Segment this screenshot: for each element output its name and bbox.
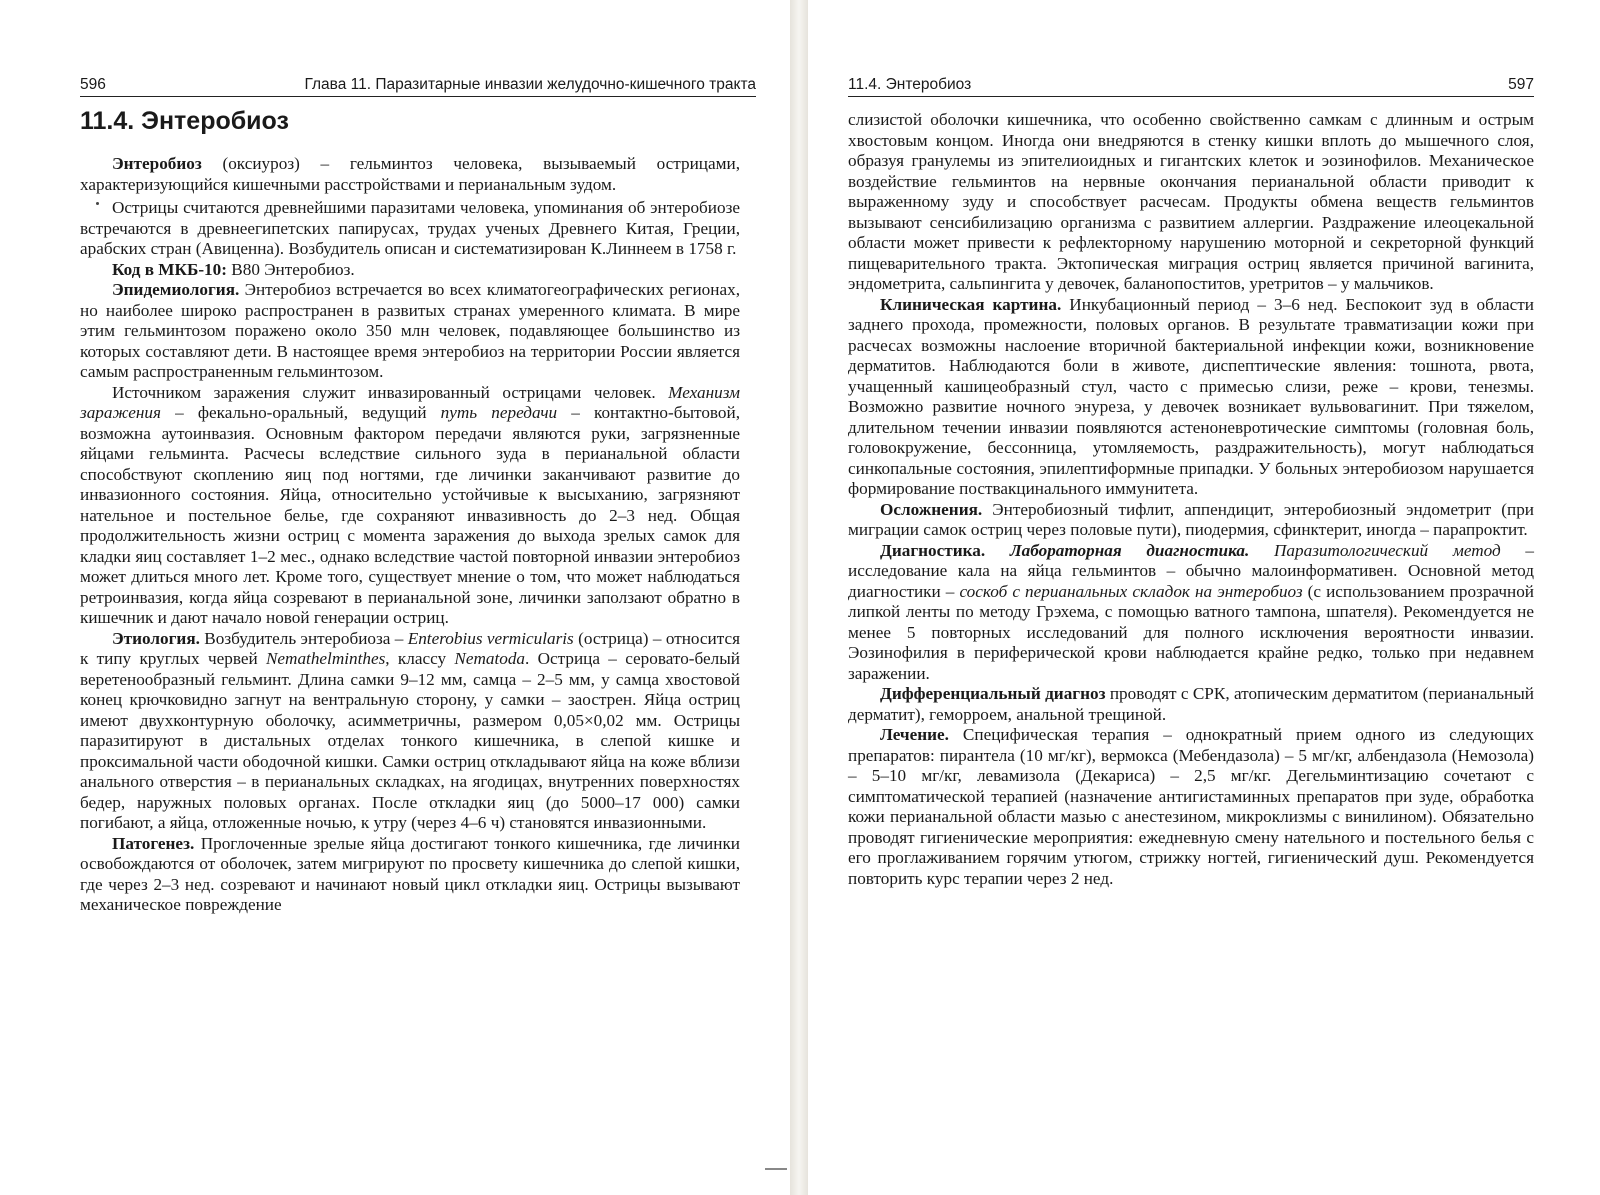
run-in-heading: Клиническая картина.	[880, 294, 1062, 314]
text-run: (с использованием прозрачной липкой ленты по методу Грэхема, с помощью ватного тампона, шпателя). Рекомендуется не менее 5 повторных исследований для полного исключения вероятности инвазии. Эозинофилия в периферической крови наблюдается крайне редко, только при недавнем заражении.	[848, 581, 1535, 683]
run-in-heading: Код в МКБ-10:	[112, 259, 227, 279]
text-run: Острицы считаются древнейшими паразитами человека, упоминания об энтеробиозе встречаются в древнеегипетских папирусах, трудах ученых Древнего Китая, Греции, арабских стран (Авиценна). Возбудитель описан и систематизирован К.Линнеем в 1758 г.	[80, 198, 740, 258]
bold-italic-term: Лабораторная диагностика.	[1009, 540, 1250, 560]
text-run: слизистой оболочки кишечника, что особенно свойственно самкам с длинным и острым хвостовым концом. Иногда они внедряются в стенку кишки вплоть до мышечного слоя, образуя гранулемы из эпителиоидных и гигантских клеток и эозинофилов. Механическое воздействие гельминтов на нервные окончания перианальной области приводит к выраженному зуду и способствует расчесам. Продукты обмена веществ гельминтов вызывают сенсибилизацию организма с развитием аллергии. Раздражение илеоцекальной области может привести к рефлекторному нарушению моторной и секреторной функций пищеварительного тракта. Эктопическая миграция остриц является причиной вагинита, эндометрита, сальпингита у девочек, баланопоститов, уретритов – у мальчиков.	[848, 110, 1534, 293]
italic-term: Nemathelminthes	[265, 649, 386, 668]
text-run: (острица) – относится к типу круглых червей	[80, 628, 741, 668]
paragraph	[848, 725, 1534, 889]
text-run: – исследование кала на яйца гельминтов – обычно малоинформативен. Основной метод диагностики –	[848, 540, 1535, 601]
text-run: Проглоченные зрелые яйца достигают тонкого кишечника, где личинки освобождаются от оболочек, затем мигрируют по просвету кишечника до слепой кишки, где через 2–3 нед. созревают и начинают новый цикл откладки яиц. Острицы вызывают механическое повреждение	[80, 833, 740, 914]
paragraph	[80, 834, 740, 916]
run-in-heading: Дифференциальный диагноз	[880, 684, 1106, 703]
run-in-heading: Этиология.	[112, 628, 200, 648]
text-run: . Острица – серовато-белый веретенообразный гельминт. Длина самки 9–12 мм, самца – 2–5 мм, у самца хвостовой конец крючковидно загнут на вентральную сторону, у самки – заострен. Яйца остриц имеют двухконтурную оболочку, асимметричны, размером 0,05×0,02 мм. Острицы паразитируют в дистальных отделах тонкого кишечника, в слепой кишке и проксимальной части ободочной кишки. Самки остриц откладывают яйца на коже вблизи анального отверстия – в перианальных складках, на ягодицах, внутренних поверхностях бедер, наружных половых органах. После откладки яиц (до 5000–17 000) самки погибают, а яйца, отложенные ночью, к утру (через 4–6 ч) становятся инвазионными.	[80, 649, 740, 832]
left-text-column	[80, 154, 740, 916]
right-page	[808, 0, 1600, 1195]
text-run	[985, 541, 1010, 560]
text-run: – фекально-оральный, ведущий	[161, 403, 441, 422]
paragraph	[80, 198, 740, 260]
paragraph	[80, 280, 740, 383]
text-run: Энтеробиоз встречается во всех климатогеографических регионах, но наиболее широко распространен в развитых странах умеренного климата. В мире этим гельминтозом поражено около 350 млн человек, подавляющее большинство из которых составляют дети. В настоящее время энтеробиоз на территории России является самым распространенным гельминтозом.	[80, 280, 740, 381]
running-title: 11.4. Энтеробиоз	[848, 76, 972, 93]
text-run: , классу	[385, 649, 455, 668]
section-title: 11.4. Энтеробиоз	[80, 107, 289, 135]
italic-term: Паразитологический метод	[1274, 540, 1501, 560]
italic-term: соскоб с перианальных складок на энтеробиоз	[959, 581, 1303, 601]
run-in-heading: Энтеробиоз	[112, 154, 202, 173]
page-number: 596	[80, 76, 106, 93]
book-gutter	[790, 0, 808, 1195]
paragraph	[80, 629, 740, 834]
running-head-right	[848, 74, 1534, 97]
paragraph	[80, 154, 740, 195]
text-run: Энтеробиозный тифлит, аппендицит, энтеробиозный эндометрит (при миграции самок остриц через половые пути), пиодермия, сфинктерит, иногда – парапроктит.	[848, 499, 1534, 539]
run-in-heading: Эпидемиология.	[112, 280, 240, 299]
text-run: – контактно-бытовой, возможна аутоинвазия. Основным фактором передачи являются руки, загрязненные яйцами гельминта. Расчесы вследствие сильного зуда в перианальной области способствуют скоплению яиц под ногтями, где личинки заканчивают развитие до инвазионного состояния. Яйца, относительно устойчивые к высыханию, загрязняют нательное и постельное белье, где сохраняют инвазивность до 2–3 нед. Общая продолжительность жизни остриц с момента заражения до выхода зрелых самок для кладки яиц составляет 1–2 мес., однако вследствие частой повторной инвазии энтеробиоз может длиться много лет. Кроме того, существует мнение о том, что может наблюдаться ретроинвазия, когда яйца созревают в перианальной зоне, личинки заползают обратно в кишечник и дают начало новой генерации остриц.	[80, 403, 740, 627]
left-page	[0, 0, 790, 1195]
run-in-heading: Патогенез.	[112, 833, 195, 853]
run-in-heading: Диагностика.	[880, 540, 986, 560]
italic-term: Механизм заражения	[80, 382, 740, 422]
text-run: Инкубационный период – 3–6 нед. Беспокоит зуд в области заднего прохода, промежности, половых органов. В результате травматизации кожи при расчесах возможны наслоение вторичной бактериальной инфекции кожи, возникновение дерматитов. Наблюдаются боли в животе, диспептические явления: тошнота, рвота, учащенный кашицеобразный стул, часто с примесью слизи, реже – крови, тенезмы. Возможно развитие ночного энуреза, у девочек возникает вульвовагинит. При тяжелом, длительном течении инвазии появляются астеноневротические симптомы (головная боль, головокружение, бессонница, утомляемость, раздражительность), могут наблюдаться синкопальные состояния, эпилептиформные припадки. У больных энтеробиозом нарушается формирование поствакцинального иммунитета.	[848, 294, 1535, 498]
scan-mark	[765, 1168, 787, 1170]
text-run: Возбудитель энтеробиоза –	[199, 628, 408, 648]
paragraph	[848, 295, 1534, 500]
italic-term: Enterobius vermicularis	[407, 628, 574, 648]
page-number: 597	[1508, 76, 1534, 93]
italic-term: Nematoda	[454, 649, 526, 668]
text-run: (оксиуроз) – гельминтоз человека, вызываемый острицами, характеризующийся кишечными расстройствами и перианальным зудом.	[80, 154, 740, 194]
italic-term: путь передачи	[440, 403, 558, 422]
paragraph	[848, 541, 1534, 685]
running-title: Глава 11. Паразитарные инвазии желудочно-кишечного тракта	[304, 76, 756, 93]
text-run: проводят с СРК, атопическим дерматитом (перианальный дерматит), геморроем, анальной трещиной.	[848, 684, 1534, 724]
text-run: В80 Энтеробиоз.	[226, 259, 355, 279]
paragraph	[848, 500, 1534, 541]
paragraph	[80, 260, 740, 281]
paragraph	[848, 684, 1534, 725]
paragraph	[80, 383, 740, 629]
text-run: Специфическая терапия – однократный прием одного из следующих препаратов: пирантела (10 мг/кг), вермокса (Мебендазола) – 5 мг/кг, албендазола (Немозола) – 5–10 мг/кг, левамизола (Декариса) – 2,5 мг/кг. Дегельминтизацию сочетают с симптоматической терапией (назначение антигистаминных препаратов при зуде, обработка кожи перианальной области мазью с анестезином, микроклизмы с винилином). Обязательно проводят гигиенические мероприятия: ежедневную смену нательного и постельного белья с его проглаживанием горячим утюгом, стрижку ногтей, гигиенический душ. Рекомендуется повторить курс терапии через 2 нед.	[848, 725, 1534, 888]
run-in-heading: Лечение.	[880, 725, 949, 744]
run-in-heading: Осложнения.	[880, 499, 983, 519]
right-text-column	[848, 110, 1534, 889]
text-run	[1249, 541, 1274, 560]
paragraph	[848, 110, 1534, 295]
text-run: Источником заражения служит инвазированный острицами человек.	[112, 382, 669, 402]
running-head-left	[80, 74, 756, 97]
